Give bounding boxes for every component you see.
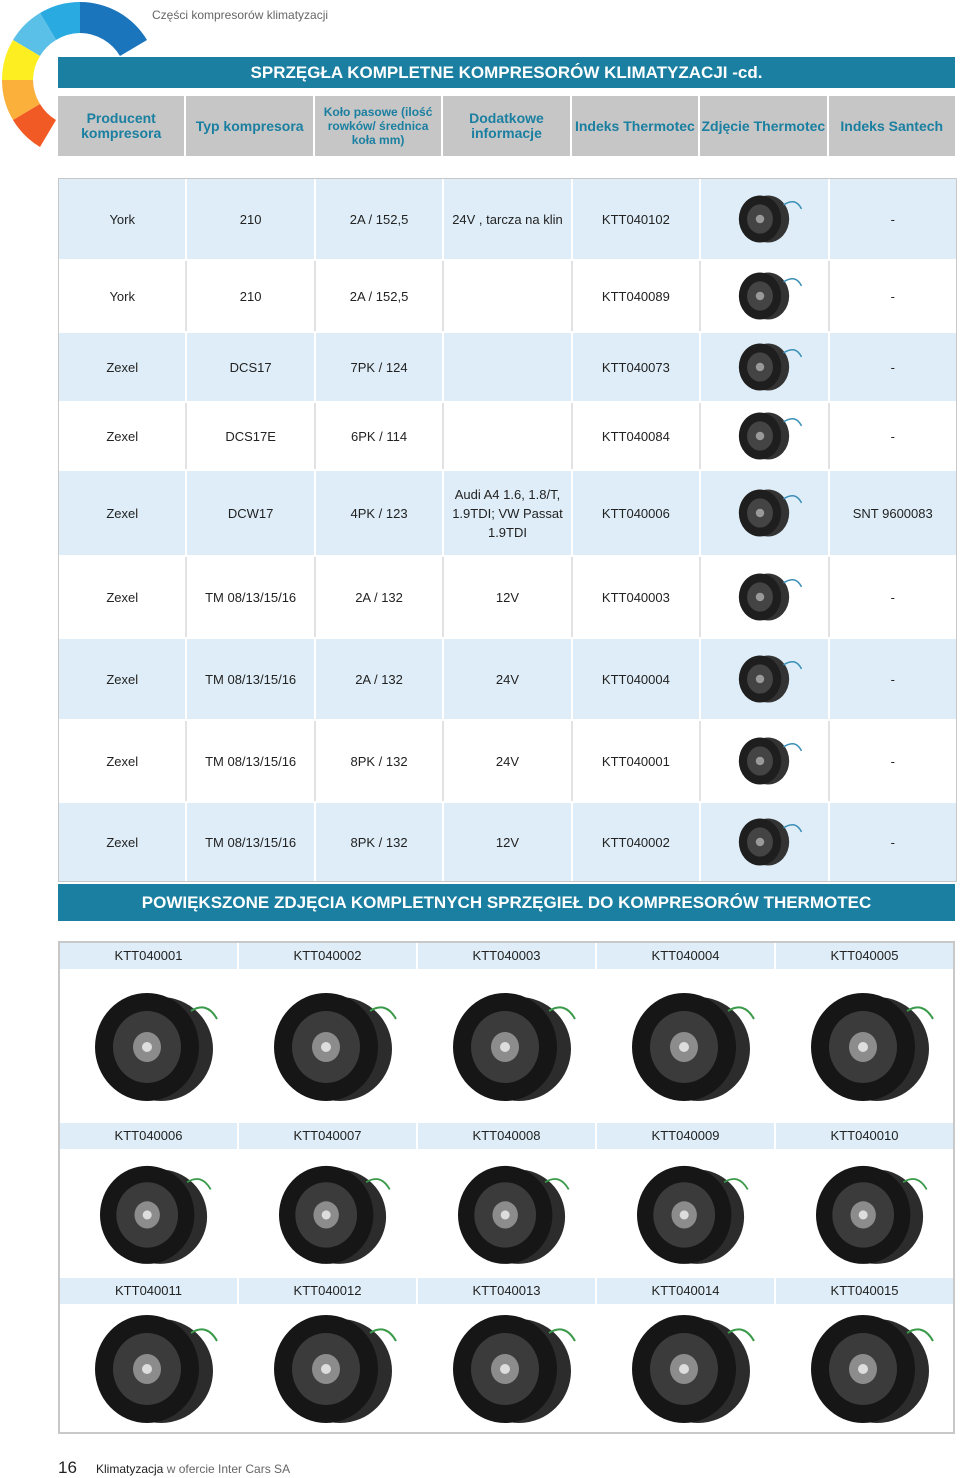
cell-producer: York: [59, 261, 187, 331]
cell-thermotec: KTT040004: [573, 639, 701, 719]
gallery-label: KTT040007: [239, 1123, 418, 1149]
column-header-info: Dodatkowe informacje: [443, 96, 571, 156]
cell-thermotec: KTT040073: [573, 333, 701, 401]
cell-pulley: 2A / 152,5: [316, 179, 444, 259]
compressor-clutch-icon: [248, 981, 408, 1111]
product-photo-cell: [701, 557, 829, 637]
photo-gallery: [58, 941, 955, 1434]
cell-producer: Zexel: [59, 803, 187, 881]
cell-thermotec: KTT040084: [573, 403, 701, 469]
product-table: [58, 178, 957, 882]
cell-producer: Zexel: [59, 639, 187, 719]
compressor-clutch-icon: [724, 569, 804, 625]
footer-brand: Klimatyzacja: [96, 1462, 164, 1476]
column-header-pulley: Koło pasowe (ilość rowków/ średnica koła mm): [315, 96, 443, 156]
compressor-clutch-icon: [427, 1303, 587, 1433]
product-photo-cell: [701, 403, 829, 469]
cell-santech: -: [890, 589, 895, 605]
gallery-label: KTT040002: [239, 943, 418, 969]
gallery-photo: [418, 969, 597, 1123]
gallery-photo: [239, 1149, 418, 1278]
gallery-banner: POWIĘKSZONE ZDJĘCIA KOMPLETNYCH SPRZĘGIEŁ DO KOMPRESORÓW THERMOTEC: [58, 884, 955, 921]
gallery-label: KTT040003: [418, 943, 597, 969]
gallery-label: KTT040009: [597, 1123, 776, 1149]
cell-type: TM 08/13/15/16: [187, 557, 315, 637]
product-photo-cell: [701, 639, 829, 719]
table-row: [59, 471, 956, 557]
compressor-clutch-icon: [724, 733, 804, 789]
table-row: [59, 721, 956, 803]
compressor-clutch-icon: [248, 1303, 408, 1433]
cell-info: [444, 261, 572, 331]
gallery-photo: [776, 969, 953, 1123]
compressor-clutch-icon: [427, 981, 587, 1111]
cell-pulley: 2A / 132: [316, 557, 444, 637]
compressor-clutch-icon: [724, 485, 804, 541]
compressor-clutch-icon: [785, 1155, 945, 1273]
product-photo-cell: [701, 803, 829, 881]
cell-info: [444, 403, 572, 469]
column-header-type: Typ kompresora: [186, 96, 314, 156]
cell-producer: Zexel: [59, 721, 187, 801]
gallery-photo: [239, 1304, 418, 1432]
cell-type: 210: [187, 179, 315, 259]
cell-producer: Zexel: [59, 403, 187, 469]
cell-type: DCS17: [187, 333, 315, 401]
cell-thermotec: KTT040001: [573, 721, 701, 801]
cell-info: 12V: [444, 803, 572, 881]
gallery-photo: [418, 1149, 597, 1278]
gallery-photo: [776, 1304, 953, 1432]
compressor-clutch-icon: [69, 1155, 229, 1273]
cell-pulley: 8PK / 132: [316, 803, 444, 881]
cell-santech: -: [890, 671, 895, 687]
cell-pulley: 6PK / 114: [316, 403, 444, 469]
table-row: [59, 403, 956, 471]
cell-type: TM 08/13/15/16: [187, 721, 315, 801]
column-header-thermotec-index: Indeks Thermotec: [572, 96, 700, 156]
cell-santech: -: [890, 428, 895, 444]
table-row: [59, 557, 956, 639]
compressor-clutch-icon: [69, 981, 229, 1111]
compressor-clutch-icon: [248, 1155, 408, 1273]
gallery-photo: [418, 1304, 597, 1432]
cell-pulley: 8PK / 132: [316, 721, 444, 801]
cell-type: DCW17: [187, 471, 315, 555]
cell-info: 24V: [444, 639, 572, 719]
compressor-clutch-icon: [69, 1303, 229, 1433]
column-header-santech-index: Indeks Santech: [829, 96, 955, 156]
cell-santech: -: [890, 753, 895, 769]
gallery-image-row: [60, 969, 953, 1123]
column-header-producer: Producent kompresora: [58, 96, 186, 156]
table-row: [59, 639, 956, 721]
compressor-clutch-icon: [724, 651, 804, 707]
product-photo-cell: [701, 261, 829, 331]
cell-santech: -: [890, 359, 895, 375]
cell-producer: York: [59, 179, 187, 259]
compressor-clutch-icon: [724, 408, 804, 464]
gallery-photo: [776, 1149, 953, 1278]
gallery-photo: [60, 1304, 239, 1432]
cell-thermotec: KTT040003: [573, 557, 701, 637]
catalog-section-label: Części kompresorów klimatyzacji: [152, 8, 329, 22]
cell-type: DCS17E: [187, 403, 315, 469]
cell-info: [444, 333, 572, 401]
cell-info: 12V: [444, 557, 572, 637]
cell-pulley: 7PK / 124: [316, 333, 444, 401]
cell-info: 24V: [444, 721, 572, 801]
gallery-label: KTT040008: [418, 1123, 597, 1149]
footer-text: [96, 1462, 290, 1476]
table-row: [59, 261, 956, 333]
table-row: [59, 179, 956, 261]
cell-pulley: 2A / 152,5: [316, 261, 444, 331]
gallery-label: KTT040011: [60, 1278, 239, 1304]
cell-pulley: 4PK / 123: [316, 471, 444, 555]
compressor-clutch-icon: [427, 1155, 587, 1273]
compressor-clutch-icon: [606, 1155, 766, 1273]
gallery-photo: [597, 1304, 776, 1432]
cell-thermotec: KTT040002: [573, 803, 701, 881]
cell-thermotec: KTT040006: [573, 471, 701, 555]
compressor-clutch-icon: [724, 268, 804, 324]
gallery-label: KTT040013: [418, 1278, 597, 1304]
gallery-label: KTT040014: [597, 1278, 776, 1304]
table-row: [59, 803, 956, 881]
gallery-photo: [60, 969, 239, 1123]
gallery-label: KTT040005: [830, 948, 899, 963]
gallery-label: KTT040004: [597, 943, 776, 969]
footer-suffix: w ofercie Inter Cars SA: [163, 1462, 291, 1476]
product-photo-cell: [701, 333, 829, 401]
gallery-image-row: [60, 1149, 953, 1278]
cell-santech: -: [890, 288, 895, 304]
table-row: [59, 333, 956, 403]
cell-pulley: 2A / 132: [316, 639, 444, 719]
section-banner: SPRZĘGŁA KOMPLETNE KOMPRESORÓW KLIMATYZACJI -cd.: [58, 57, 955, 88]
compressor-clutch-icon: [785, 1303, 945, 1433]
cell-type: 210: [187, 261, 315, 331]
compressor-clutch-icon: [724, 814, 804, 870]
gallery-label: KTT040010: [830, 1128, 899, 1143]
compressor-clutch-icon: [724, 191, 804, 247]
cell-thermotec: KTT040102: [573, 179, 701, 259]
gallery-photo: [239, 969, 418, 1123]
cell-producer: Zexel: [59, 557, 187, 637]
column-header-photo: Zdjęcie Thermotec: [700, 96, 828, 156]
cell-santech: SNT 9600083: [852, 505, 933, 521]
compressor-clutch-icon: [724, 339, 804, 395]
cell-producer: Zexel: [59, 333, 187, 401]
cell-producer: Zexel: [59, 471, 187, 555]
gallery-label: KTT040006: [60, 1123, 239, 1149]
page-number: 16: [58, 1458, 77, 1477]
gallery-label-row: [60, 1278, 953, 1304]
cell-thermotec: KTT040089: [573, 261, 701, 331]
product-photo-cell: [701, 179, 829, 259]
compressor-clutch-icon: [606, 1303, 766, 1433]
cell-type: TM 08/13/15/16: [187, 639, 315, 719]
gallery-image-row: [60, 1304, 953, 1432]
cell-santech: -: [890, 211, 895, 227]
compressor-clutch-icon: [606, 981, 766, 1111]
product-photo-cell: [701, 721, 829, 801]
gallery-photo: [597, 1149, 776, 1278]
gallery-photo: [597, 969, 776, 1123]
gallery-label: KTT040012: [239, 1278, 418, 1304]
gallery-label-row: [60, 943, 953, 969]
cell-info: 24V , tarcza na klin: [444, 179, 572, 259]
gallery-label: KTT040015: [830, 1283, 899, 1298]
gallery-photo: [60, 1149, 239, 1278]
compressor-clutch-icon: [785, 981, 945, 1111]
table-header: [58, 96, 955, 156]
gallery-label-row: [60, 1123, 953, 1149]
gallery-label: KTT040001: [60, 943, 239, 969]
product-photo-cell: [701, 471, 829, 555]
cell-santech: -: [890, 834, 895, 850]
cell-info: Audi A4 1.6, 1.8/T, 1.9TDI; VW Passat 1.9TDI: [444, 471, 572, 555]
cell-type: TM 08/13/15/16: [187, 803, 315, 881]
